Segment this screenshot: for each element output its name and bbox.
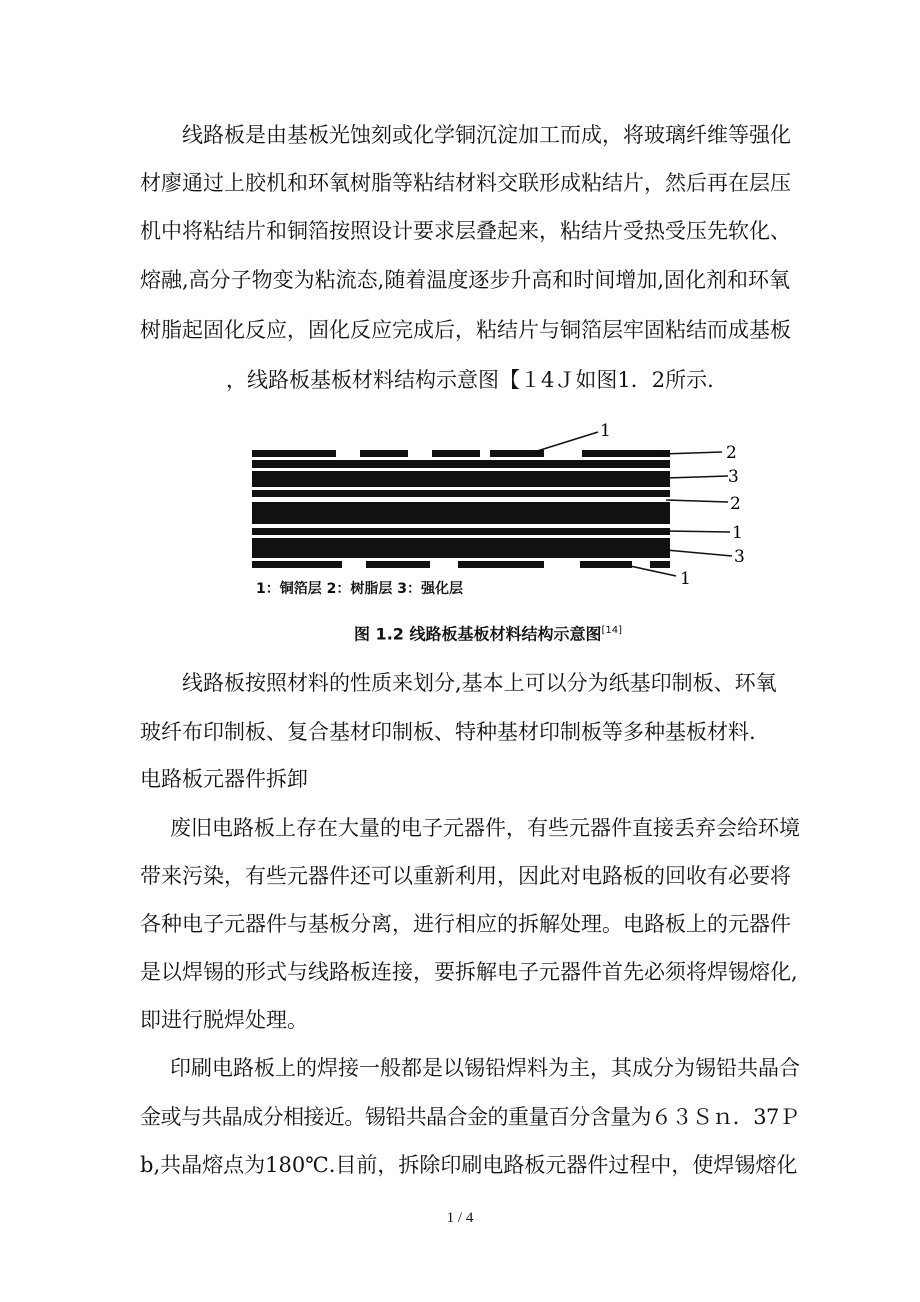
callout-bottom-1: 1 <box>680 569 691 589</box>
reinforcement-layer <box>252 502 670 524</box>
callout-right-3a: 3 <box>728 467 739 487</box>
figure-caption <box>248 620 728 645</box>
resin-layer <box>252 460 670 468</box>
paragraph-1-line-3: 机中将粘结片和铜箔按照设计要求层叠起来，粘结片受热受压先软化、 <box>140 219 791 243</box>
paragraph-2-line-1: 线路板按照材料的性质来划分,基本上可以分为纸基印制板、环氧 <box>182 671 777 695</box>
layer-structure-figure <box>248 420 788 650</box>
callout-right-2b: 2 <box>730 494 741 514</box>
paragraph-3-line-2: 带来污染，有些元器件还可以重新利用，因此对电路板的回收有必要将 <box>140 864 791 888</box>
copper-segment <box>252 450 336 457</box>
bottom-copper-segments <box>252 561 670 568</box>
copper-layer <box>252 528 670 535</box>
figure-caption-text: 图 1.2 线路板基板材料结构示意图 <box>353 624 602 644</box>
copper-segment <box>650 561 670 568</box>
paragraph-3-line-4: 是以焊锡的形式与线路板连接，要拆解电子元器件首先必须将焊锡熔化, <box>140 960 798 984</box>
paragraph-4-line-1: 印刷电路板上的焊接一般都是以锡铅焊料为主，其成分为锡铅共晶合 <box>170 1056 800 1080</box>
copper-segment <box>582 450 670 457</box>
paragraph-4-line-2: 金或与共晶成分相接近。锡铅共晶合金的重量百分含量为６３Ｓｎ．37Ｐ <box>140 1105 800 1129</box>
leader-line <box>534 432 598 452</box>
laminate-layers <box>252 460 670 558</box>
leader-line <box>666 531 730 532</box>
leader-line <box>666 476 728 478</box>
paragraph-1-line-6: ，线路板基板材料结构示意图【１4Ｊ如图1．2所示. <box>226 368 714 392</box>
copper-segment <box>580 561 632 568</box>
reinforcement-layer <box>252 538 670 558</box>
reinforcement-layer <box>252 471 670 487</box>
paragraph-2-line-2: 玻纤布印制板、复合基材印制板、特种基材印制板等多种基板材料. <box>140 720 756 744</box>
paragraph-4-line-3: b,共晶熔点为180℃.目前，拆除印刷电路板元器件过程中，使焊锡熔化 <box>140 1153 798 1177</box>
callout-right-2a: 2 <box>726 443 737 463</box>
copper-segment <box>360 450 408 457</box>
resin-layer <box>252 490 670 497</box>
page-number: 1 / 4 <box>446 1210 474 1226</box>
paragraph-1-line-1: 线路板是由基板光蚀刻或化学铜沉淀加工而成，将玻璃纤维等强化 <box>182 123 791 147</box>
copper-segment <box>432 450 480 457</box>
figure-caption-reference: [14] <box>601 625 623 636</box>
paragraph-3-line-1: 废旧电路板上存在大量的电子元器件，有些元器件直接丢弃会给环境 <box>170 816 800 840</box>
copper-segment <box>252 561 342 568</box>
section-heading: 电路板元器件拆卸 <box>140 767 308 791</box>
top-copper-segments <box>252 450 670 457</box>
callout-right-1: 1 <box>732 523 743 543</box>
leader-line <box>666 550 732 556</box>
callout-top-1: 1 <box>600 421 611 441</box>
leader-line <box>666 500 728 502</box>
paragraph-3-line-5: 即进行脱焊处理。 <box>140 1008 308 1032</box>
paragraph-3-line-3: 各种电子元器件与基板分离，进行相应的拆解处理。电路板上的元器件 <box>140 912 791 936</box>
leader-line <box>662 452 722 454</box>
callout-right-3b: 3 <box>734 547 745 567</box>
copper-segment <box>458 561 544 568</box>
paragraph-1-line-4: 熔融,高分子物变为粘流态,随着温度逐步升高和时间增加,固化剂和环氧 <box>140 268 791 292</box>
paragraph-1-line-5: 树脂起固化反应，固化反应完成后，粘结片与铜箔层牢固粘结而成基板 <box>140 318 791 342</box>
figure-legend: 1：铜箔层 2：树脂层 3：强化层 <box>256 581 463 597</box>
paragraph-1-line-2: 材廖通过上胶机和环氧树脂等粘结材料交联形成粘结片，然后再在层压 <box>140 171 791 195</box>
copper-segment <box>366 561 430 568</box>
